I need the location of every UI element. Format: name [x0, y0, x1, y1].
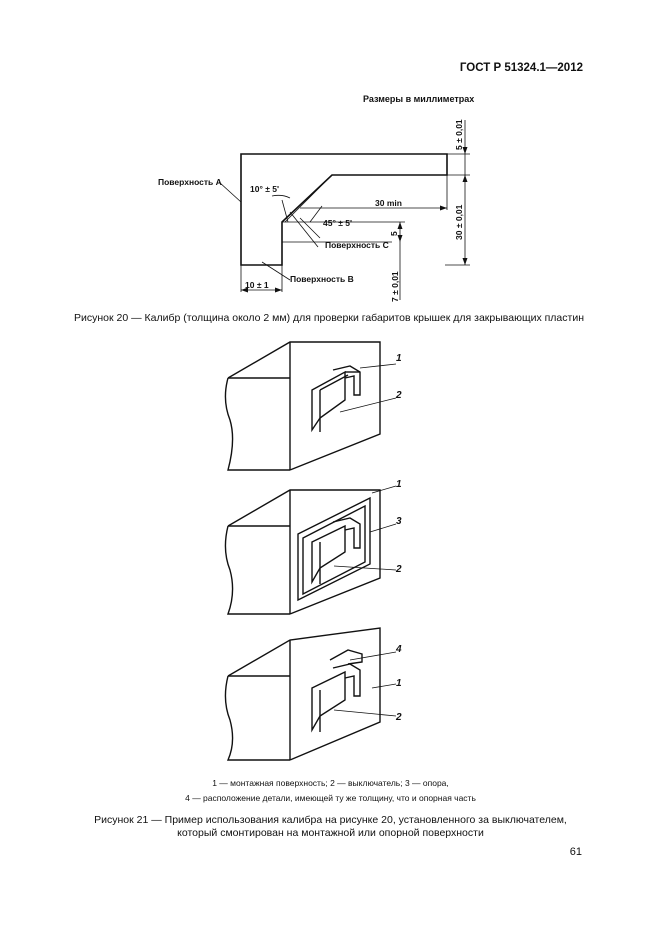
- label-dim-7: 7 ± 0,01: [390, 271, 400, 302]
- label-surface-a: Поверхность A: [158, 177, 222, 187]
- callout-2-block1: 2: [396, 390, 402, 401]
- figure-21-legend-line2: 4 — расположение детали, имеющей ту же толщину, что и опорная часть: [185, 793, 476, 803]
- label-dim-5-top: 5 ± 0,01: [454, 119, 464, 150]
- callout-4-block3: 4: [396, 644, 402, 655]
- callout-1-block1: 1: [396, 353, 402, 364]
- label-surface-b: Поверхность B: [290, 274, 354, 284]
- label-dim-30min: 30 min: [375, 198, 402, 208]
- label-angle-10: 10° ± 5': [250, 184, 279, 194]
- label-dim-10: 10 ± 1: [245, 280, 269, 290]
- callout-3-block2: 3: [396, 516, 402, 527]
- figure-21-legend-line1: 1 — монтажная поверхность; 2 — выключатель; 3 — опора,: [212, 778, 449, 788]
- dimensions-note: Размеры в миллиметрах: [363, 94, 475, 104]
- label-dim-5: 5: [389, 231, 399, 236]
- page-number: 61: [569, 846, 582, 858]
- figure-21-caption-line1: Рисунок 21 — Пример использования калибра на рисунке 20, установленного за выключателем,: [94, 814, 567, 826]
- figure-21-caption: [0, 814, 661, 840]
- callout-1-block3: 1: [396, 678, 402, 689]
- callout-2-block2: 2: [396, 564, 402, 575]
- label-angle-45: 45° ± 5': [323, 218, 352, 228]
- standard-header: ГОСТ Р 51324.1—2012: [459, 62, 583, 74]
- figure-20-caption: Рисунок 20 — Калибр (толщина около 2 мм) для проверки габаритов крышек для закрывающих пластин: [74, 312, 584, 324]
- callout-2-block3: 2: [396, 712, 402, 723]
- label-surface-c: Поверхность C: [325, 240, 389, 250]
- figure-21-caption-line2: который смонтирован на монтажной или опорной поверхности: [177, 827, 484, 839]
- label-dim-30: 30 ± 0,01: [454, 204, 464, 240]
- callout-1-block2: 1: [396, 479, 402, 490]
